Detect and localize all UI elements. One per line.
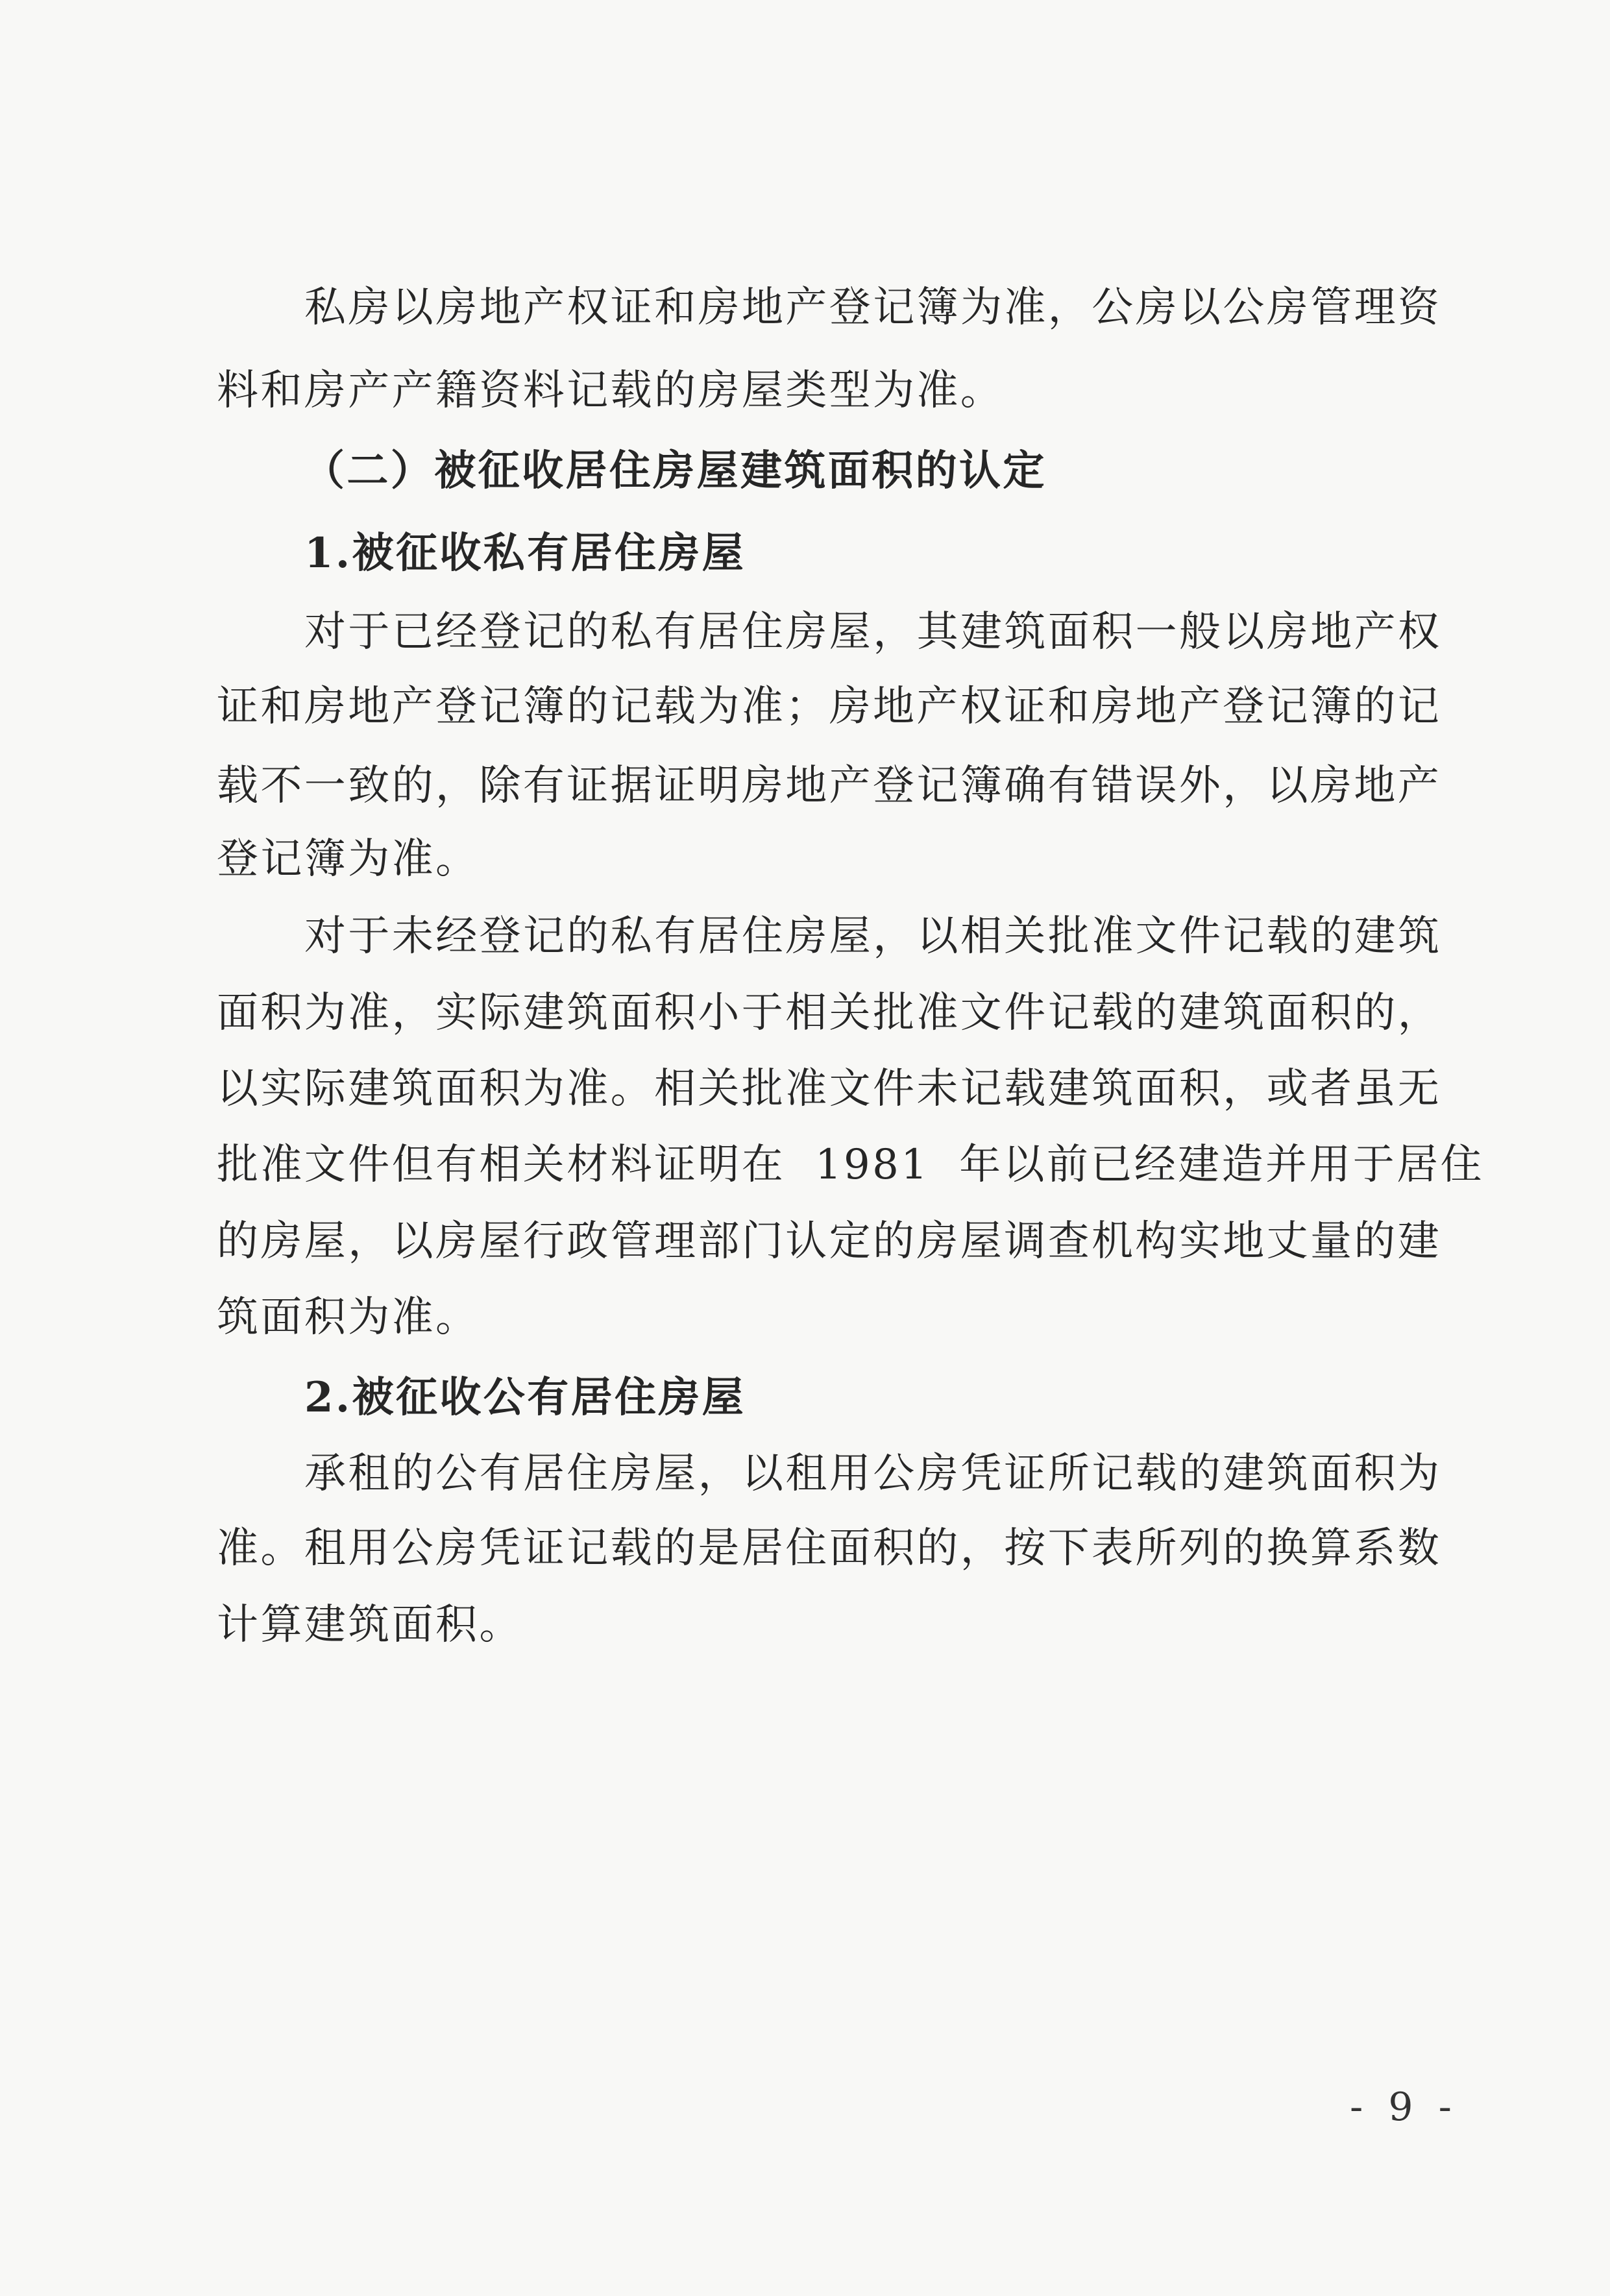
paragraph-line: 登记簿为准。: [217, 835, 480, 883]
subsection-heading: 1.被征收私有居住房屋: [304, 529, 746, 578]
paragraph-line: 筑面积为准。: [217, 1293, 480, 1341]
subsection-heading: 2.被征收公有居住房屋: [304, 1373, 746, 1422]
paragraph-line: 批准文件但有相关材料证明在 1981 年以前已经建造并用于居住: [217, 1141, 1484, 1189]
section-heading: （二）被征收居住房屋建筑面积的认定: [303, 446, 1047, 495]
paragraph-line: 的房屋，以房屋行政管理部门认定的房屋调查机构实地丈量的建: [217, 1217, 1442, 1265]
paragraph-line: 私房以房地产权证和房地产登记簿为准，公房以公房管理资: [304, 284, 1442, 332]
paragraph-line: 面积为准，实际建筑面积小于相关批准文件记载的建筑面积的，: [217, 989, 1442, 1037]
paragraph-line: 承租的公有居住房屋，以租用公房凭证所记载的建筑面积为: [304, 1450, 1442, 1498]
paragraph-line: 对于已经登记的私有居住房屋，其建筑面积一般以房地产权: [304, 608, 1442, 656]
paragraph-line: 以实际建筑面积为准。相关批准文件未记载建筑面积，或者虽无: [217, 1065, 1442, 1113]
paragraph-line: 计算建筑面积。: [217, 1601, 523, 1649]
page-number: - 9 -: [1350, 2084, 1458, 2130]
paragraph-line: 准。租用公房凭证记载的是居住面积的，按下表所列的换算系数: [217, 1524, 1442, 1572]
paragraph-line: 料和房产产籍资料记载的房屋类型为准。: [217, 367, 1005, 415]
paragraph-line: 对于未经登记的私有居住房屋，以相关批准文件记载的建筑: [304, 912, 1442, 960]
paragraph-line: 载不一致的，除有证据证明房地产登记簿确有错误外，以房地产: [217, 762, 1442, 810]
paragraph-line: 证和房地产登记簿的记载为准；房地产权证和房地产登记簿的记: [217, 683, 1442, 731]
